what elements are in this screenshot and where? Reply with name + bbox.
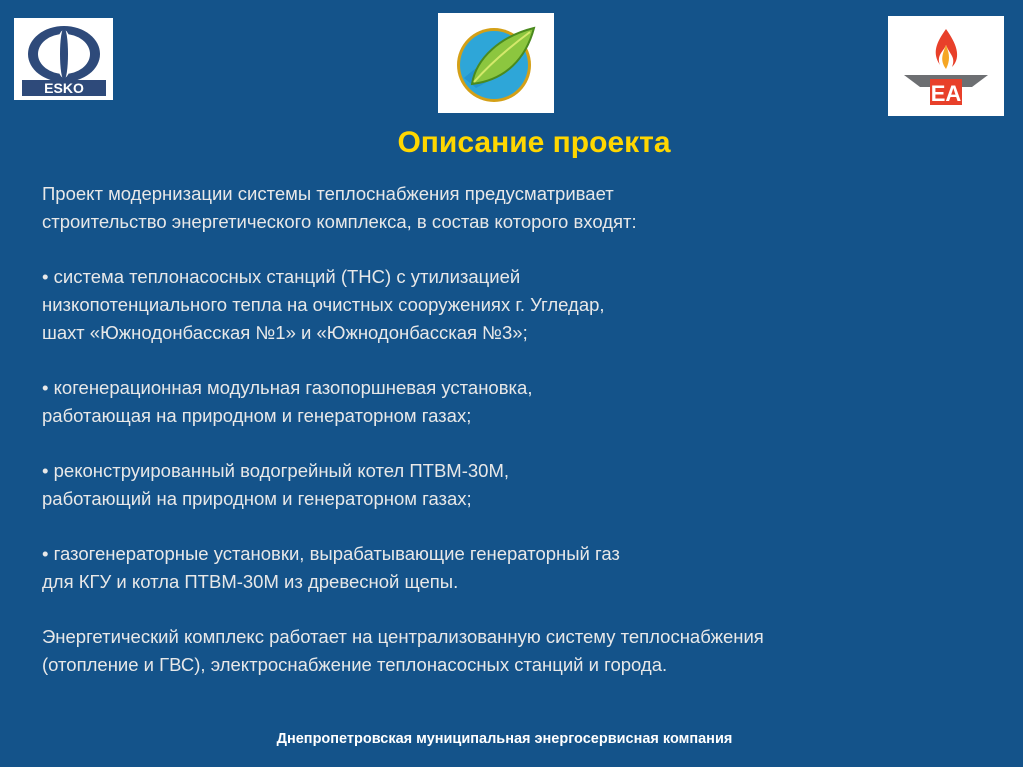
spacer bbox=[42, 346, 1002, 374]
bullet-4-line-2: для КГУ и котла ПТВМ-30М из древесной щепы. bbox=[42, 570, 459, 592]
bullet-2-line-2: работающая на природном и генераторном газах; bbox=[42, 404, 472, 426]
spacer bbox=[42, 512, 1002, 540]
slide-title: Описание проекта bbox=[397, 126, 671, 159]
spacer bbox=[42, 595, 1002, 623]
intro-line-1: Проект модернизации системы теплоснабжения предусматривает bbox=[42, 183, 614, 204]
bullet-3-line-2: работающий на природном и генераторном газах; bbox=[42, 487, 472, 509]
bullet-3-line-1: • реконструированный водогрейный котел ПТВМ-30М, bbox=[42, 459, 510, 481]
bullet-1-line-3: шахт «Южнодонбасская №1» и «Южнодонбасская №3»; bbox=[42, 321, 528, 343]
conclusion-line-1: Энергетический комплекс работает на централизованную систему теплоснабжения bbox=[42, 626, 764, 648]
flame-icon bbox=[896, 21, 996, 111]
globe-leaf-icon bbox=[446, 18, 546, 108]
esko-logo-text: ESKO bbox=[43, 80, 84, 96]
intro-line-2: строительство энергетического комплекса, в состав которого входят: bbox=[42, 210, 637, 232]
ea-logo-text: EA bbox=[930, 81, 962, 106]
eco-globe-logo bbox=[438, 13, 554, 113]
ea-flame-logo bbox=[888, 16, 1004, 116]
esko-logo-icon bbox=[18, 20, 110, 98]
conclusion-line-2: (отопление и ГВС), электроснабжение теплонасосных станций и города. bbox=[42, 653, 668, 675]
bullet-1-line-1: • система теплонасосных станций (ТНС) с утилизацией bbox=[42, 266, 521, 288]
bullet-1-line-2: низкопотенциального тепла на очистных сооружениях г. Угледар, bbox=[42, 293, 605, 315]
spacer bbox=[42, 429, 1002, 457]
footer-company-name: Днепропетровская муниципальная энергосервисная компания bbox=[276, 731, 733, 747]
esko-logo bbox=[14, 18, 113, 100]
spacer bbox=[42, 235, 1002, 263]
slide-body bbox=[42, 180, 1002, 679]
bullet-2-line-1: • когенерационная модульная газопоршневая установка, bbox=[42, 376, 533, 398]
bullet-4-line-1: • газогенераторные установки, вырабатывающие генераторный газ bbox=[42, 543, 620, 565]
